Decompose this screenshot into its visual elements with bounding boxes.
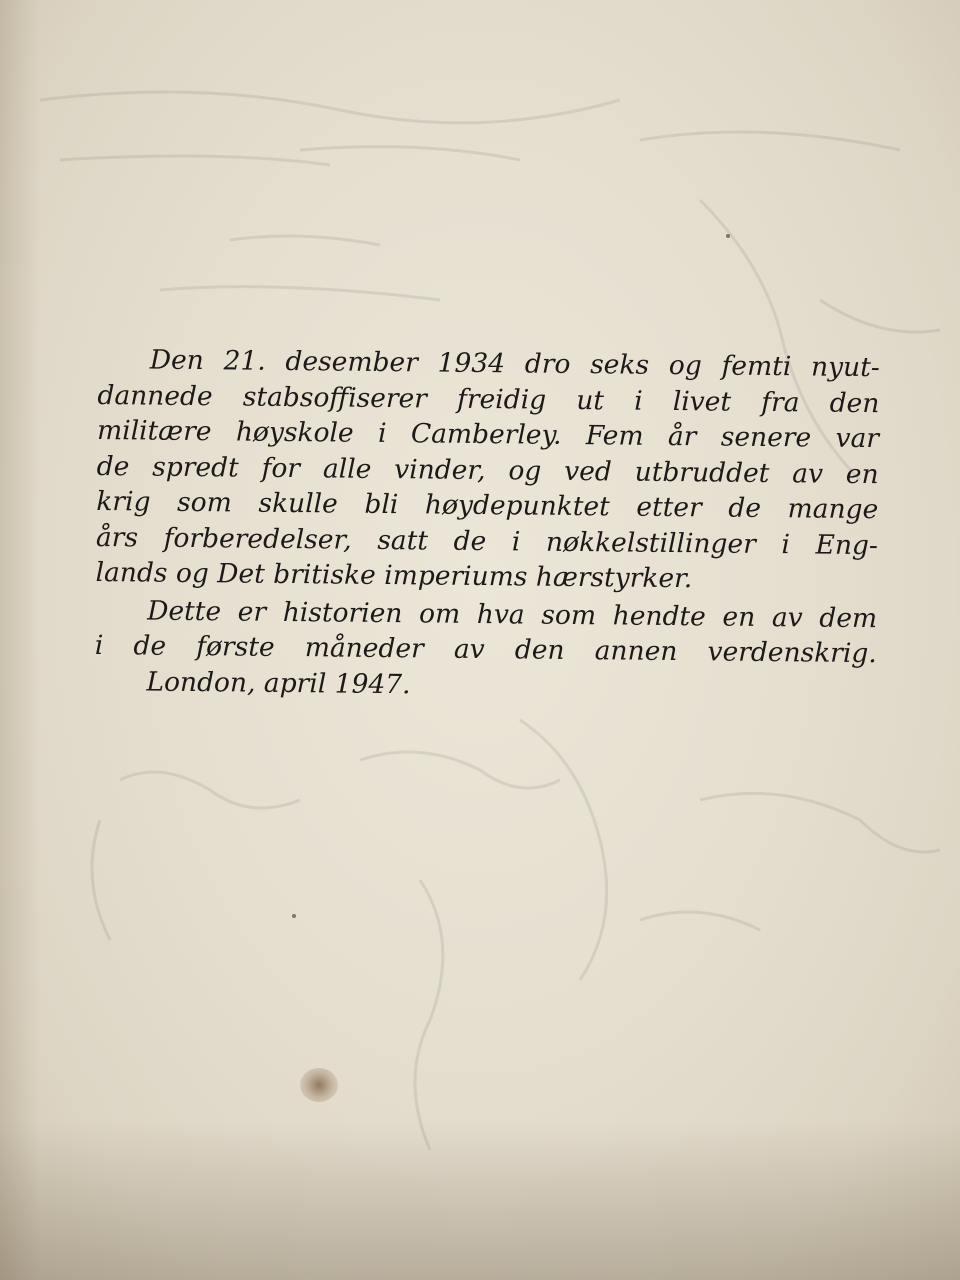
signature-line: London, april 1947.	[146, 666, 411, 700]
text-line: Dette er historien om hva som hendte en av dem	[147, 595, 878, 634]
text-line: lands og Det britiske imperiums hærstyrker.	[95, 556, 693, 595]
paper-stain	[300, 1068, 338, 1102]
paragraph-1	[95, 342, 880, 599]
page-bottom-shadow	[0, 1120, 960, 1280]
text-line: militære høyskole i Camberley. Fem år senere var	[96, 414, 880, 455]
preface-text	[94, 342, 880, 707]
page-edge-shadow	[0, 0, 40, 1280]
text-line: i de første måneder av den annen verdenskrig.	[94, 629, 877, 670]
paper-speck	[726, 234, 730, 238]
text-line: dannede stabsoffiserer freidig ut i livet fra den	[97, 379, 880, 419]
text-line: de spredt for alle vinder, og ved utbruddet av en	[96, 450, 879, 490]
paragraph-2	[95, 592, 878, 671]
text-line: års forberedelser, satt de i nøkkelstillinger i Eng-	[95, 521, 879, 561]
text-line: krig som skulle bli høydepunktet etter de mange	[96, 485, 879, 526]
text-line: Den 21. desember 1934 dro seks og femti nyut-	[149, 344, 880, 384]
paper-speck	[292, 914, 296, 918]
